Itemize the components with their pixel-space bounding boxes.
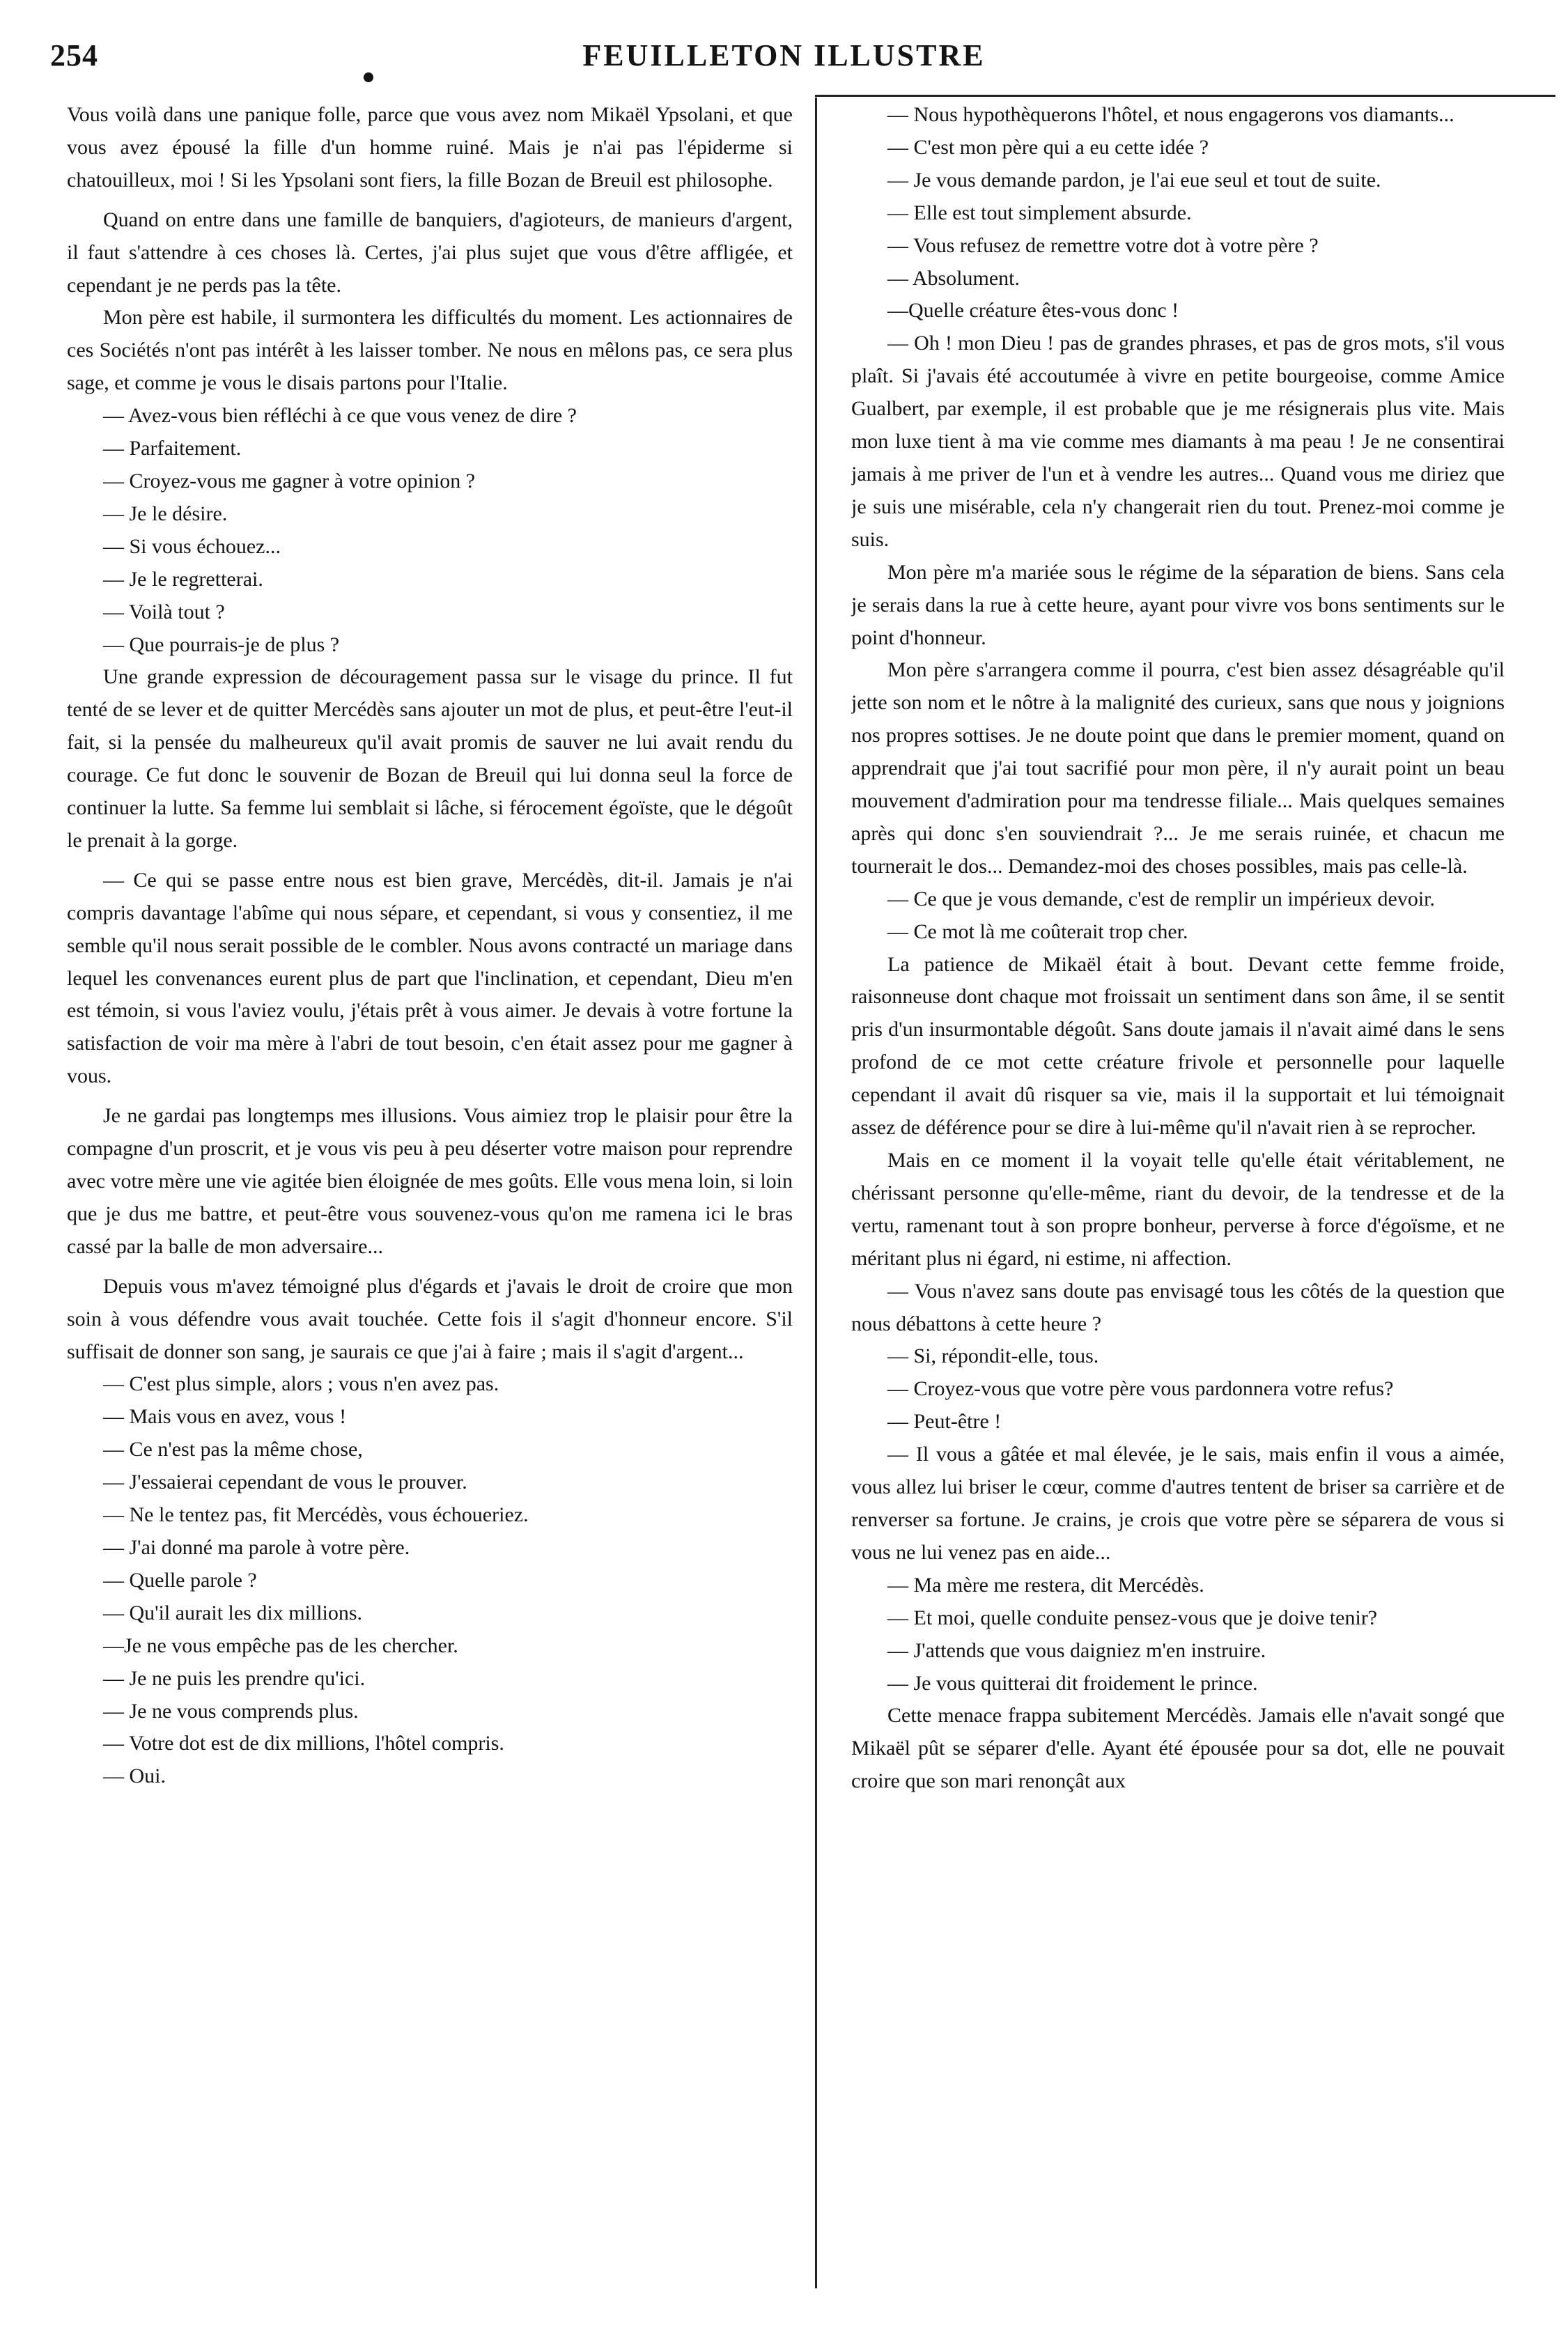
paragraph: Une grande expression de découragement passa sur le visage du prince. Il fut tenté de se lever et de quitter Mercédès sans ajouter un mot de plus, et peut-être l'eut-il fait, si la pensée du malheureux qu'il avait promis de sauver ne lui avait rendu du courage. Ce fut donc le souvenir de Bozan de Breuil qui lui donna seul la force de continuer la lutte. Sa femme lui semblait si lâche, si férocement égoïste, que le dégoût le prenait à la gorge.: [67, 665, 793, 852]
dialogue-line: — Je le désire.: [103, 502, 228, 525]
dialogue-line: —Je ne vous empêche pas de les chercher.: [103, 1634, 458, 1657]
paragraph: Mon père s'arrangera comme il pourra, c'est bien assez désagréable qu'il jette son nom et le nôtre à la malignité des curieux, sans que nous y joignions nos propres sottises. Je ne doute point que dans le premier moment, quand on apprendrait que j'ai tout sacrifié pour mon père, il n'y aurait point un beau mouvement d'admiration pour ma tendresse filiale... Mais quelques semaines après qui donc s'en souviendrait ?... Je me serais ruinée, et chacun me tournerait le dos... Demandez-moi des choses possibles, mais pas celle-là.: [851, 658, 1505, 878]
dialogue-line: — Si, répondit-elle, tous.: [887, 1344, 1099, 1368]
paragraph: — Ce qui se passe entre nous est bien grave, Mercédès, dit-il. Jamais je n'ai compris davantage l'abîme qui nous sépare, et cependant, si vous y consentiez, il me semble qu'il nous serait possible de le combler. Nous avons contracté un mariage dans lequel les convenances eurent plus de part que l'inclination, et cependant, Dieu m'en est témoin, si vous l'aviez voulu, j'étais prêt à vous aimer. Je devais à votre fortune la satisfaction de voir ma mère à l'abri de tout besoin, c'en était assez pour me gagner à vous.: [67, 868, 793, 1088]
paragraph: Vous voilà dans une panique folle, parce que vous avez nom Mikaël Ypsolani, et que vous avez épousé la fille d'un homme ruiné. Mais je n'ai pas l'épiderme si chatouilleux, moi ! Si les Ypsolani sont fiers, la fille Bozan de Breuil est philosophe.: [67, 103, 793, 192]
paragraph: Mon père est habile, il surmontera les difficultés du moment. Les actionnaires de ces Sociétés n'ont pas intérêt à les laisser tomber. Ne nous en mêlons pas, ce sera plus sage, et comme je vous le disais partons pour l'Italie.: [67, 306, 793, 395]
dialogue-line: — Oh ! mon Dieu ! pas de grandes phrases, et pas de gros mots, s'il vous plaît. Si j'avais été accoutumée à vivre en petite bourgeoise, comme Amice Gualbert, par exemple, il est probable que je me résignerais plus vite. Mais mon luxe tient à ma vie comme mes diamants à ma peau ! Je ne consentirai jamais à me priver de l'un et à vendre les autres... Quand vous me diriez que je suis une misérable, cela n'y changerait rien du tout. Prenez-moi comme je suis.: [851, 332, 1505, 551]
column-divider: [815, 98, 817, 2288]
dialogue-line: — C'est plus simple, alors ; vous n'en avez pas.: [103, 1372, 499, 1396]
paragraph: Mais en ce moment il la voyait telle qu'elle était véritablement, ne chérissant personne qu'elle-même, riant du devoir, de la tendresse et de la vertu, ramenant tout à son propre bonheur, perverse à force d'égoïsme, et ne méritant plus ni égard, ni estime, ni affection.: [851, 1149, 1505, 1270]
dialogue-line: — Croyez-vous que votre père vous pardonnera votre refus?: [887, 1377, 1394, 1401]
dialogue-line: — Voilà tout ?: [103, 600, 225, 623]
right-column: [851, 99, 1505, 2288]
running-title: FEUILLETON ILLUSTRE: [582, 38, 986, 72]
dialogue-line: — Et moi, quelle conduite pensez-vous que je doive tenir?: [887, 1606, 1378, 1629]
dialogue-line: — Si vous échouez...: [103, 534, 281, 558]
dialogue-line: — Ce n'est pas la même chose,: [103, 1438, 363, 1461]
dialogue-line: — Je vous quitterai dit froidement le prince.: [887, 1671, 1258, 1695]
dialogue-line: — Croyez-vous me gagner à votre opinion ?: [103, 469, 476, 492]
paragraph: Mon père m'a mariée sous le régime de la séparation de biens. Sans cela je serais dans la rue à cette heure, ayant pour vivre vos bons sentiments sur le point d'honneur.: [851, 560, 1505, 649]
paragraph: Cette menace frappa subitement Mercédès. Jamais elle n'avait songé que Mikaël pût se séparer d'elle. Ayant été épousée pour sa dot, elle ne pouvait croire que son mari renonçât aux: [851, 1704, 1505, 1793]
right-column-top-rule: [815, 95, 1555, 97]
header-ornament-dot: [364, 72, 373, 82]
dialogue-line: — J'attends que vous daigniez m'en instruire.: [887, 1638, 1266, 1662]
dialogue-line: — Quelle parole ?: [103, 1568, 257, 1592]
dialogue-line: — Que pourrais-je de plus ?: [103, 633, 340, 656]
dialogue-line: — Vous n'avez sans doute pas envisagé tous les côtés de la question que nous débattons à cette heure ?: [851, 1279, 1505, 1335]
dialogue-line: — Ce mot là me coûterait trop cher.: [887, 920, 1188, 943]
dialogue-line: —Quelle créature êtes-vous donc !: [887, 299, 1179, 323]
dialogue-line: — Il vous a gâtée et mal élevée, je le sais, mais enfin il vous a aimée, vous allez lui briser le cœur, comme d'autres tentent de briser sa carrière et de renverser sa fortune. Je crains, je crois que votre père se séparera de vous si vous ne lui venez pas en aide...: [851, 1443, 1505, 1564]
paragraph: Depuis vous m'avez témoigné plus d'égards et j'avais le droit de croire que mon soin à vous défendre vous avait touchée. Cette fois il s'agit d'honneur encore. S'il suffisait de donner son sang, je saurais ce que j'ai à faire ; mais il s'agit d'argent...: [67, 1274, 793, 1363]
dialogue-line: — Ce que je vous demande, c'est de remplir un impérieux devoir.: [887, 887, 1436, 910]
dialogue-line: — Oui.: [103, 1764, 166, 1788]
dialogue-line: — Parfaitement.: [103, 437, 242, 460]
dialogue-line: — Qu'il aurait les dix millions.: [103, 1601, 363, 1624]
dialogue-line: — Ne le tentez pas, fit Mercédès, vous échoueriez.: [103, 1503, 529, 1527]
dialogue-line: — Je ne vous comprends plus.: [103, 1699, 359, 1723]
dialogue-line: — Je vous demande pardon, je l'ai eue seul et tout de suite.: [887, 168, 1381, 192]
dialogue-line: — J'ai donné ma parole à votre père.: [103, 1535, 410, 1559]
dialogue-line: — Je le regretterai.: [103, 567, 263, 591]
dialogue-line: — Elle est tout simplement absurde.: [887, 201, 1192, 224]
paragraph: Quand on entre dans une famille de banquiers, d'agioteurs, de manieurs d'argent, il faut s'attendre à ces choses là. Certes, j'ai plus sujet que vous d'être affligée, et cependant je ne perds pas la tête.: [67, 208, 793, 297]
dialogue-line: — Absolument.: [887, 266, 1020, 290]
page-number: 254: [50, 38, 98, 72]
dialogue-line: — C'est mon père qui a eu cette idée ?: [887, 135, 1209, 159]
dialogue-line: — Avez-vous bien réfléchi à ce que vous venez de dire ?: [103, 404, 577, 428]
left-column: [67, 99, 793, 2288]
dialogue-line: — Vous refusez de remettre votre dot à votre père ?: [887, 233, 1319, 257]
dialogue-line: — Peut-être !: [887, 1410, 1002, 1434]
paragraph: Je ne gardai pas longtemps mes illusions. Vous aimiez trop le plaisir pour être la compagne d'un proscrit, et je vous vis peu à peu déserter votre maison pour reprendre avec votre mère une vie agitée bien éloignée de mes goûts. Elle vous mena loin, si loin que je dus me battre, et peut-être vous souvenez-vous qu'on me ramena ici le bras cassé par la balle de mon adversaire...: [67, 1104, 793, 1258]
dialogue-line: — J'essaierai cependant de vous le prouver.: [103, 1471, 467, 1494]
dialogue-line: — Mais vous en avez, vous !: [103, 1405, 347, 1429]
paragraph: La patience de Mikaël était à bout. Devant cette femme froide, raisonneuse dont chaque mot froissait un sentiment dans son âme, il se sentit pris d'un insurmontable dégoût. Sans doute jamais il n'avait aimé dans le sens profond de ce mot cette créature frivole et personnelle pour laquelle cependant il avait dû risquer sa vie, mais il la supportait et lui témoignait assez de déférence pour se dire à lui-même qu'il n'avait rien à se reprocher.: [851, 952, 1505, 1140]
dialogue-line: — Ma mère me restera, dit Mercédès.: [887, 1573, 1204, 1597]
dialogue-line: — Nous hypothèquerons l'hôtel, et nous engagerons vos diamants...: [887, 103, 1454, 126]
page-header: [43, 29, 1525, 78]
dialogue-line: — Je ne puis les prendre qu'ici.: [103, 1666, 366, 1690]
dialogue-line: — Votre dot est de dix millions, l'hôtel compris.: [103, 1732, 504, 1755]
